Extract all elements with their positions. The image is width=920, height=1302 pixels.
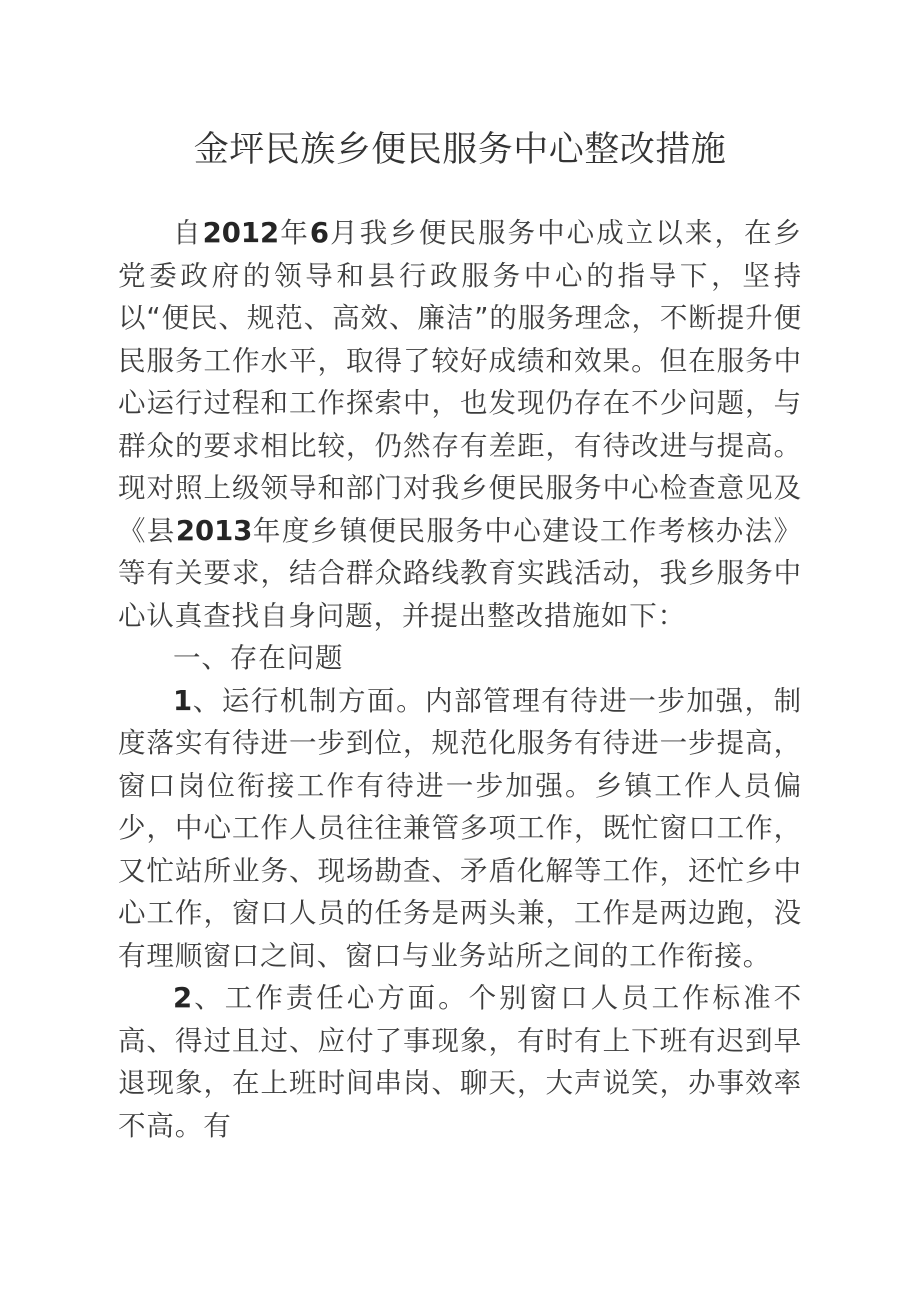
paragraph-item-2: 2、工作责任心方面。个别窗口人员工作标准不高、得过且过、应付了事现象，有时有上下班有迟到早退现象，在上班时间串岗、聊天，大声说笑，办事效率不高。有 <box>118 982 802 1142</box>
page-title: 金坪民族乡便民服务中心整改措施 <box>193 130 727 171</box>
document-body <box>118 212 802 1147</box>
paragraph-item-1: 1、运行机制方面。内部管理有待进一步加强，制度落实有待进一步到位，规范化服务有待进一步提高，窗口岗位衔接工作有待进一步加强。乡镇工作人员偏少，中心工作人员往往兼管多项工作，既忙窗口工作，又忙站所业务、现场勘查、矛盾化解等工作，还忙乡中心工作，窗口人员的任务是两头兼，工作是两边跑，没有理顺窗口之间、窗口与业务站所之间的工作衔接。 <box>118 684 802 972</box>
section-heading-existing-problems: 一、存在问题 <box>173 642 344 674</box>
paragraph-intro: 自2012年6月我乡便民服务中心成立以来，在乡党委政府的领导和县行政服务中心的指导下，坚持以“便民、规范、高效、廉洁”的服务理念，不断提升便民服务工作水平，取得了较好成绩和效果。但在服务中心运行过程和工作探索中，也发现仍存在不少问题，与群众的要求相比较，仍然存有差距，有待改进与提高。现对照上级领导和部门对我乡便民服务中心检查意见及《县2013年度乡镇便民服务中心建设工作考核办法》等有关要求，结合群众路线教育实践活动，我乡服务中心认真查找自身问题，并提出整改措施如下： <box>118 217 803 632</box>
